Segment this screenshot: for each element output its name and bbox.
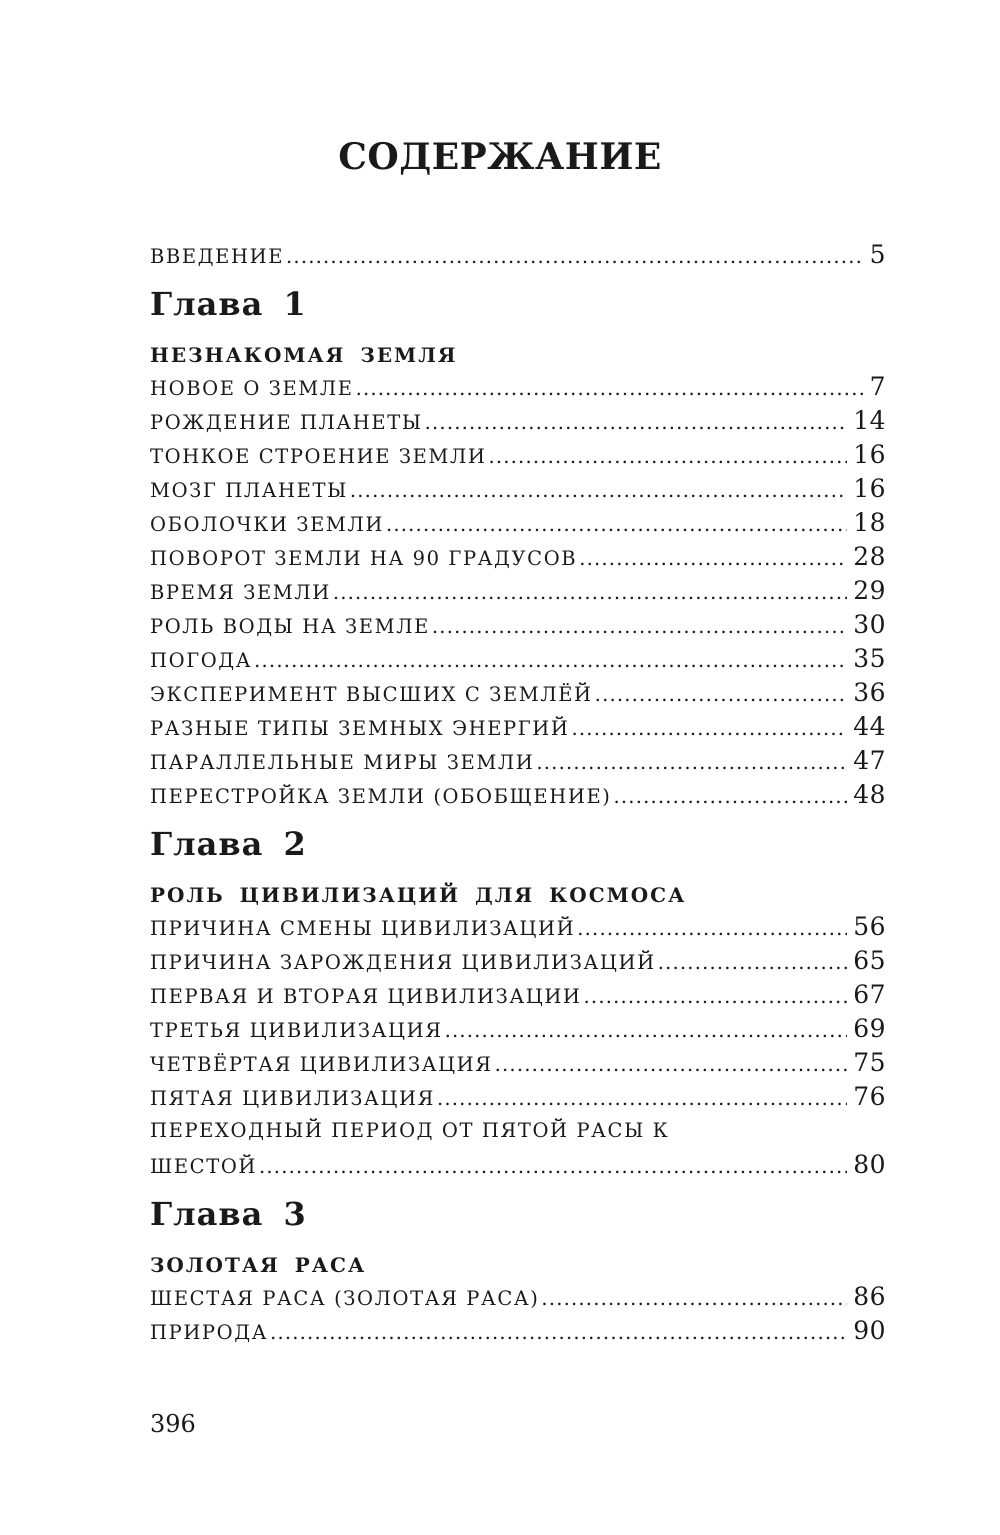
toc-entry[interactable] [150, 540, 886, 574]
toc-entry[interactable] [150, 642, 886, 676]
dot-leader [541, 1282, 847, 1316]
toc-entry-title: ПАРАЛЛЕЛЬНЫЕ МИРЫ ЗЕМЛИ [150, 751, 535, 774]
toc-entry-title: ПЕРВАЯ И ВТОРАЯ ЦИВИЛИЗАЦИИ [150, 985, 582, 1008]
dot-leader [658, 946, 847, 980]
dot-leader [350, 474, 847, 508]
table-of-contents [150, 238, 886, 1348]
toc-entry[interactable] [150, 404, 886, 438]
toc-entry[interactable] [150, 778, 886, 812]
toc-entry-page: 90 [853, 1316, 886, 1345]
dot-leader [432, 610, 847, 644]
toc-entry-page: 56 [853, 912, 886, 941]
dot-leader [356, 372, 864, 406]
toc-entry-page: 16 [853, 440, 886, 469]
toc-entry-page: 47 [853, 746, 886, 775]
toc-entry-title: МОЗГ ПЛАНЕТЫ [150, 479, 348, 502]
toc-entry-title: НОВОЕ О ЗЕМЛЕ [150, 377, 354, 400]
toc-entry-title: ЧЕТВЁРТАЯ ЦИВИЛИЗАЦИЯ [150, 1053, 493, 1076]
chapter-heading: Глава 3 [150, 1195, 307, 1233]
dot-leader [270, 1316, 847, 1350]
toc-entry-page: 7 [869, 372, 886, 401]
toc-entry-page: 28 [853, 542, 886, 571]
toc-entry[interactable] [150, 1080, 886, 1114]
toc-entry-title: ТОНКОЕ СТРОЕНИЕ ЗЕМЛИ [150, 445, 487, 468]
dot-leader [286, 240, 864, 274]
toc-entry-title-line2-row [150, 1148, 886, 1182]
toc-entry-page: 35 [853, 644, 886, 673]
toc-entry[interactable] [150, 574, 886, 608]
toc-entry[interactable] [150, 608, 886, 642]
toc-entry-page: 86 [853, 1282, 886, 1311]
dot-leader [579, 542, 847, 576]
toc-entry-title-line2: ШЕСТОЙ [150, 1155, 258, 1178]
toc-entry[interactable] [150, 978, 886, 1012]
toc-entry[interactable] [150, 1012, 886, 1046]
toc-entry-page: 18 [853, 508, 886, 537]
toc-entry-page: 16 [853, 474, 886, 503]
toc-entry[interactable] [150, 676, 886, 710]
toc-entry[interactable] [150, 1314, 886, 1348]
dot-leader [425, 406, 848, 440]
dot-leader [495, 1048, 848, 1082]
page-title: СОДЕРЖАНИЕ [338, 136, 662, 178]
toc-entry-page: 48 [853, 780, 886, 809]
dot-leader [386, 508, 847, 542]
section-heading: НЕЗНАКОМАЯ ЗЕМЛЯ [150, 343, 458, 367]
toc-entry-page: 44 [853, 712, 886, 741]
toc-entry-page: 75 [853, 1048, 886, 1077]
toc-entry-intro[interactable] [150, 238, 886, 272]
toc-entry-title: РОЖДЕНИЕ ПЛАНЕТЫ [150, 411, 423, 434]
toc-entry-title: ТРЕТЬЯ ЦИВИЛИЗАЦИЯ [150, 1019, 443, 1042]
toc-entry-title-line1: ПЕРЕХОДНЫЙ ПЕРИОД ОТ ПЯТОЙ РАСЫ К [150, 1119, 670, 1142]
toc-entry-title: ВРЕМЯ ЗЕМЛИ [150, 581, 331, 604]
toc-entry-title: РАЗНЫЕ ТИПЫ ЗЕМНЫХ ЭНЕРГИЙ [150, 717, 570, 740]
toc-entry[interactable] [150, 438, 886, 472]
toc-entry-page: 5 [869, 240, 886, 269]
toc-entry-title: ПРИРОДА [150, 1321, 269, 1344]
toc-entry-page: 36 [853, 678, 886, 707]
section-heading: РОЛЬ ЦИВИЛИЗАЦИЙ ДЛЯ КОСМОСА [150, 883, 687, 907]
toc-entry-page: 76 [853, 1082, 886, 1111]
toc-entry[interactable] [150, 744, 886, 778]
dot-leader [572, 712, 848, 746]
dot-leader [437, 1082, 847, 1116]
dot-leader [584, 980, 848, 1014]
toc-entry-page: 69 [853, 1014, 886, 1043]
toc-entry[interactable] [150, 1046, 886, 1080]
toc-entry-page: 80 [853, 1150, 886, 1179]
toc-entry-wrapped[interactable] [150, 1114, 886, 1182]
toc-entry[interactable] [150, 370, 886, 404]
dot-leader [333, 576, 847, 610]
toc-entry-title: ПРИЧИНА ЗАРОЖДЕНИЯ ЦИВИЛИЗАЦИЙ [150, 951, 656, 974]
chapter-heading: Глава 1 [150, 285, 307, 323]
toc-entry-title: ЭКСПЕРИМЕНТ ВЫСШИХ С ЗЕМЛЁЙ [150, 683, 593, 706]
dot-leader [254, 644, 847, 678]
toc-entry-page: 29 [853, 576, 886, 605]
toc-entry-page: 65 [853, 946, 886, 975]
dot-leader [536, 746, 847, 780]
toc-entry-title: ПОГОДА [150, 649, 253, 672]
toc-entry[interactable] [150, 506, 886, 540]
toc-entry-title: ОБОЛОЧКИ ЗЕМЛИ [150, 513, 384, 536]
toc-entry[interactable] [150, 1280, 886, 1314]
toc-entry-title: ПРИЧИНА СМЕНЫ ЦИВИЛИЗАЦИЙ [150, 917, 576, 940]
section-heading: ЗОЛОТАЯ РАСА [150, 1253, 367, 1277]
toc-entry-title: ПЕРЕСТРОЙКА ЗЕМЛИ (ОБОБЩЕНИЕ) [150, 785, 612, 808]
chapter-heading: Глава 2 [150, 825, 307, 863]
toc-entry-title: ШЕСТАЯ РАСА (ЗОЛОТАЯ РАСА) [150, 1287, 540, 1310]
toc-entry[interactable] [150, 944, 886, 978]
toc-entry-title: ВВЕДЕНИЕ [150, 245, 285, 268]
toc-entry-page: 67 [853, 980, 886, 1009]
dot-leader [445, 1014, 848, 1048]
toc-entry-title: ПЯТАЯ ЦИВИЛИЗАЦИЯ [150, 1087, 435, 1110]
toc-entry-page: 30 [853, 610, 886, 639]
toc-entry[interactable] [150, 910, 886, 944]
dot-leader [595, 678, 848, 712]
toc-entry-title: РОЛЬ ВОДЫ НА ЗЕМЛЕ [150, 615, 430, 638]
dot-leader [259, 1150, 847, 1184]
toc-entry-page: 14 [853, 406, 886, 435]
dot-leader [614, 780, 848, 814]
dot-leader [577, 912, 847, 946]
toc-entry[interactable] [150, 710, 886, 744]
dot-leader [488, 440, 847, 474]
toc-entry-title: ПОВОРОТ ЗЕМЛИ НА 90 ГРАДУСОВ [150, 547, 578, 570]
toc-entry[interactable] [150, 472, 886, 506]
page-number: 396 [150, 1410, 196, 1438]
